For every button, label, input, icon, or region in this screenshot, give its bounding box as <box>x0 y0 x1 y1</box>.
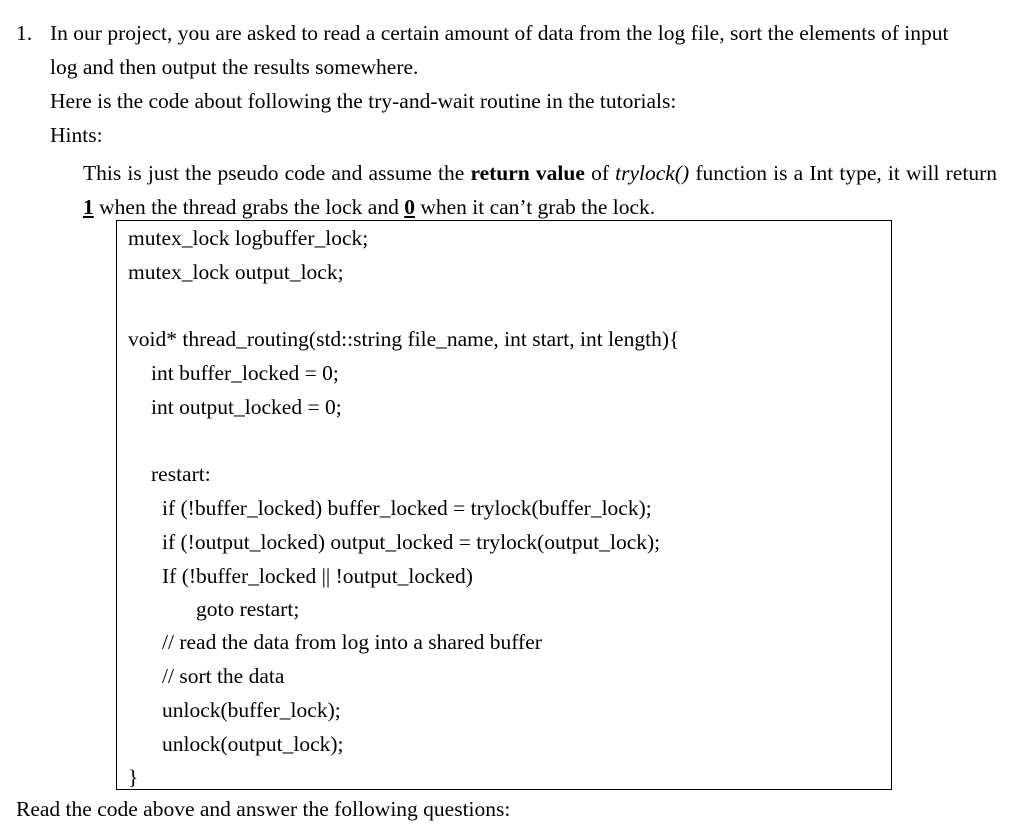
code-line-12: // sort the data <box>162 664 285 688</box>
code-line-13: unlock(buffer_lock); <box>162 698 341 722</box>
hint-text-2: of <box>584 161 616 185</box>
hint-text-5: when it can’t grab the lock. <box>414 195 656 219</box>
hint-return-value: return value <box>470 161 585 185</box>
code-line-3: void* thread_routing(std::string file_name, int start, int length){ <box>128 327 680 351</box>
code-line-8: if (!output_locked) output_locked = trylock(output_lock); <box>162 530 661 554</box>
code-line-1: mutex_lock logbuffer_lock; <box>128 226 369 250</box>
hint-text-3: function is a Int type, it will return <box>689 161 997 185</box>
code-line-4: int buffer_locked = 0; <box>151 361 339 385</box>
code-line-6: restart: <box>151 462 211 486</box>
question-intro-line-2: log and then output the results somewhere. <box>50 55 419 79</box>
code-line-15: } <box>128 765 139 789</box>
hint-one-value: 1 <box>83 195 94 219</box>
hint-paragraph <box>83 156 997 224</box>
code-line-9: If (!buffer_locked || !output_locked) <box>162 564 473 588</box>
hints-label: Hints: <box>50 123 103 147</box>
hint-trylock: trylock() <box>615 161 690 185</box>
hint-text-1: This is just the pseudo code and assume the <box>83 161 471 185</box>
code-line-10: goto restart; <box>196 597 300 621</box>
question-intro-line-3: Here is the code about following the try-and-wait routine in the tutorials: <box>50 89 677 113</box>
hint-zero-value: 0 <box>404 195 415 219</box>
code-line-2: mutex_lock output_lock; <box>128 260 344 284</box>
footer-instruction: Read the code above and answer the following questions: <box>16 797 511 821</box>
question-number: 1. <box>16 21 33 45</box>
code-line-7: if (!buffer_locked) buffer_locked = trylock(buffer_lock); <box>162 496 652 520</box>
code-box <box>116 220 892 790</box>
code-line-14: unlock(output_lock); <box>162 732 344 756</box>
hint-text-4: when the thread grabs the lock and <box>93 195 405 219</box>
question-intro-line-1: In our project, you are asked to read a certain amount of data from the log file, sort the elements of input <box>50 21 949 45</box>
code-line-5: int output_locked = 0; <box>151 395 342 419</box>
code-line-11: // read the data from log into a shared buffer <box>162 630 542 654</box>
